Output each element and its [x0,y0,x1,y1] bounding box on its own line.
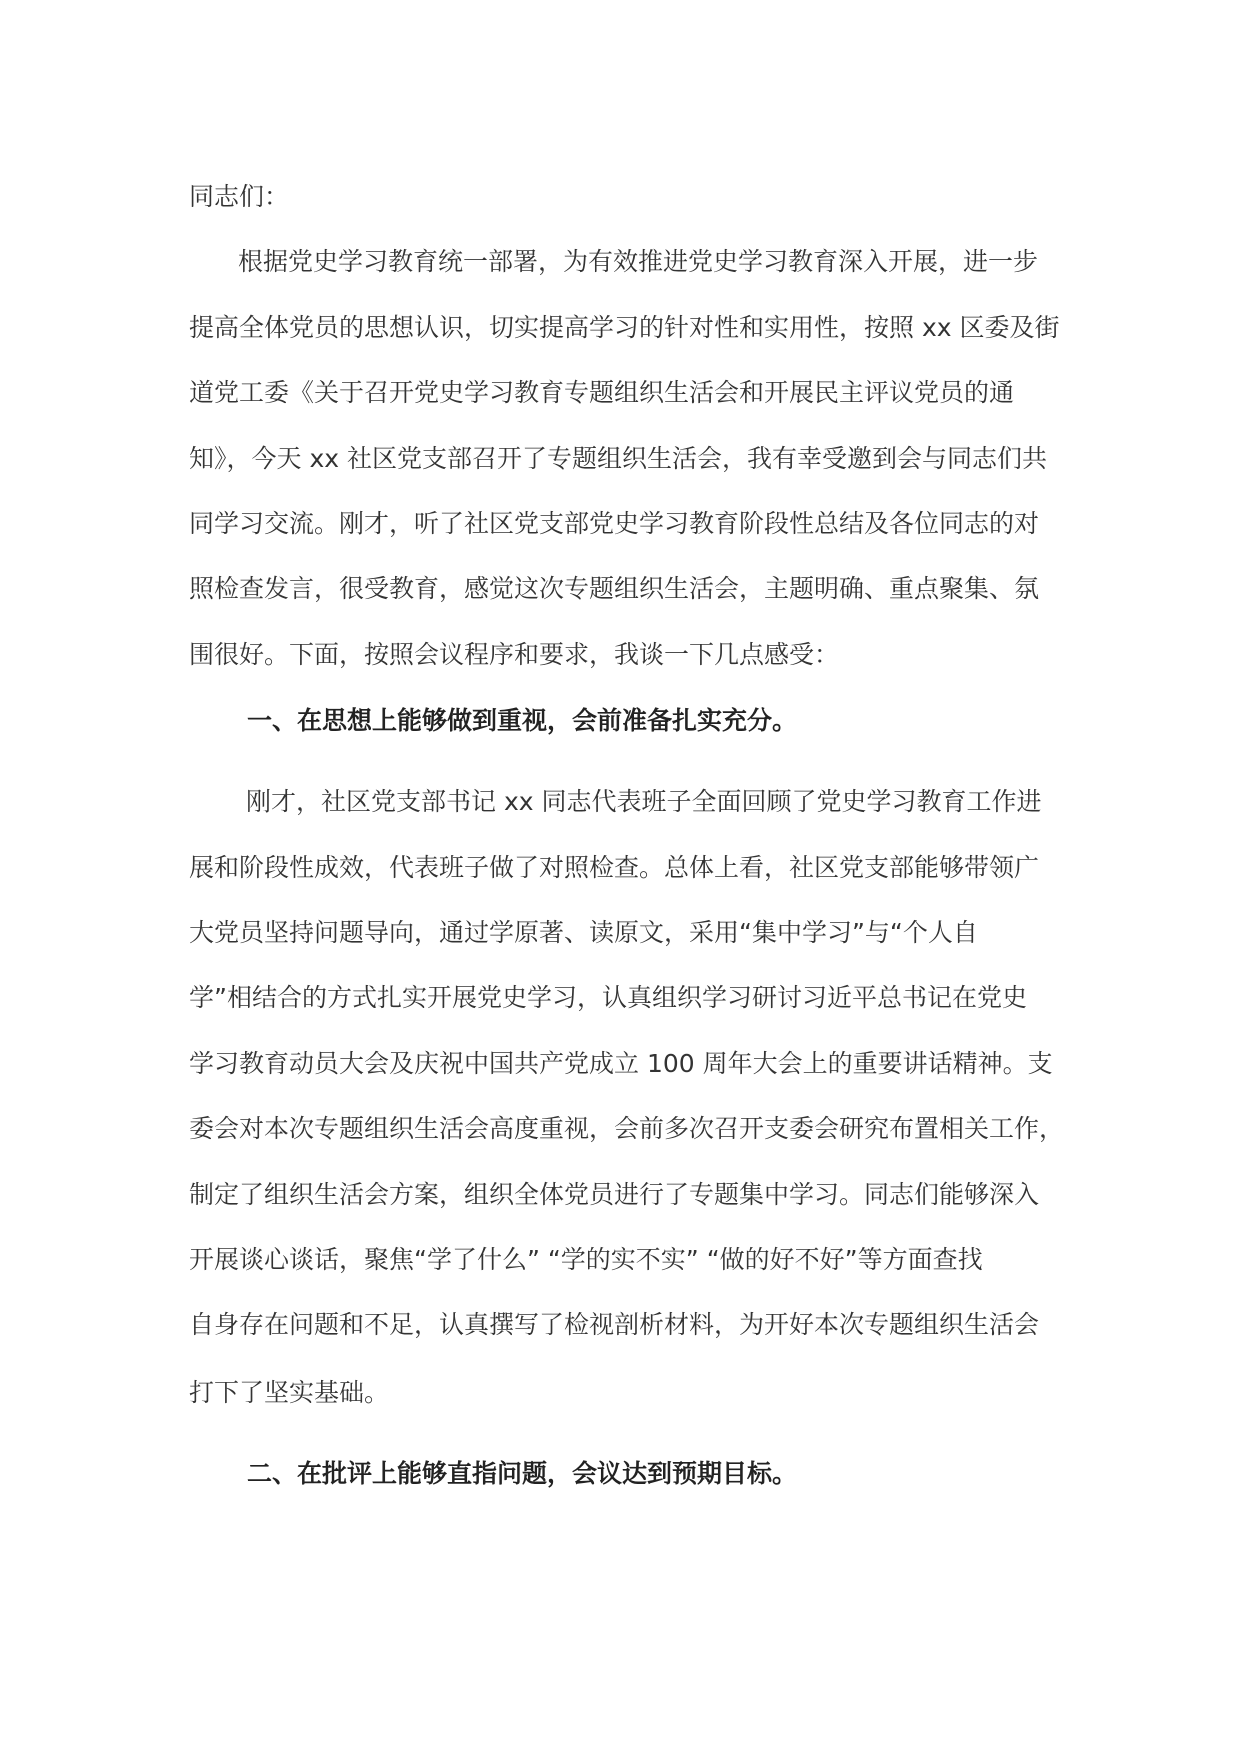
paragraph-line: 学”相结合的方式扎实开展党史学习，认真组织学习研讨习近平总书记在党史 [189,983,1027,1012]
paragraph-line: 制定了组织生活会方案，组织全体党员进行了专题集中学习。同志们能够深入 [189,1180,1040,1209]
paragraph-line: 开展谈心谈话，聚焦“学了什么” “学的实不实” “做的好不好”等方面查找 [189,1245,983,1274]
paragraph-line: 围很好。下面，按照会议程序和要求，我谈一下几点感受： [189,640,840,669]
paragraph-line: 提高全体党员的思想认识，切实提高学习的针对性和实用性，按照 xx 区委及街 [189,313,1060,342]
paragraph-line: 委会对本次专题组织生活会高度重视，会前多次召开支委会研究布置相关工作， [189,1114,1065,1143]
paragraph-line: 道党工委《关于召开党史学习教育专题组织生活会和开展民主评议党员的通 [189,378,1015,407]
paragraph-line: 自身存在问题和不足，认真撰写了检视剖析材料，为开好本次专题组织生活会 [189,1310,1040,1339]
paragraph-line: 展和阶段性成效，代表班子做了对照检查。总体上看，社区党支部能够带领广 [189,853,1040,882]
paragraph-line: 根据党史学习教育统一部署，为有效推进党史学习教育深入开展，进一步 [238,247,1039,276]
paragraph-line: 刚才，社区党支部书记 xx 同志代表班子全面回顾了党史学习教育工作进 [246,787,1042,816]
paragraph-line: 学习教育动员大会及庆祝中国共产党成立 100 周年大会上的重要讲话精神。支 [189,1049,1053,1078]
section-heading: 一、在思想上能够做到重视，会前准备扎实充分。 [247,706,798,735]
paragraph-line: 知》，今天 xx 社区党支部召开了专题组织生活会，我有幸受邀到会与同志们共 [189,444,1047,473]
paragraph-line: 大党员坚持问题导向，通过学原著、读原文，采用“集中学习”与“个人自 [189,918,978,947]
paragraph-line: 打下了坚实基础。 [189,1378,390,1407]
paragraph-line: 照检查发言，很受教育，感觉这次专题组织生活会，主题明确、重点聚集、氛 [189,574,1040,603]
paragraph-line: 同学习交流。刚才，听了社区党支部党史学习教育阶段性总结及各位同志的对 [189,509,1040,538]
section-heading: 二、在批评上能够直指问题，会议达到预期目标。 [247,1459,798,1488]
salutation: 同志们： [189,182,290,211]
